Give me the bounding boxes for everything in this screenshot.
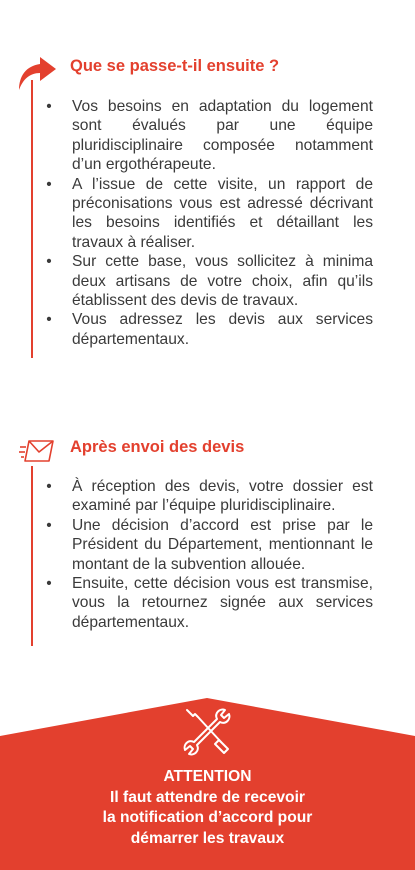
list-item-text: À réception des devis, votre dossier est examiné par l’équipe pluridisciplinaire. <box>72 478 373 515</box>
bullet: • <box>46 98 52 115</box>
attention-banner <box>0 698 415 870</box>
list-item-text: Vous adressez les devis aux services départementaux. <box>72 311 373 348</box>
banner-line: Il faut attendre de recevoir <box>110 788 305 806</box>
bullet: • <box>46 311 52 329</box>
section-heading: Après envoi des devis <box>70 438 245 456</box>
list-item-text: Vos besoins en adaptation du logement sont évalués par une équipe pluridisciplinaire composée notamment d’un ergothérapeute. <box>72 98 373 174</box>
banner-line: la notification d’accord pour <box>102 809 313 826</box>
list-item-text: Une décision d’accord est prise par le Président du Département, mentionnant le montant de la subvention allouée. <box>72 516 373 573</box>
list-item-text: A l’issue de cette visite, un rapport de préconisations vous est adressé décrivant les besoins identifiés et détaillant les travaux à réaliser. <box>72 175 373 251</box>
tools-icon <box>181 706 233 758</box>
bullet: • <box>46 175 52 193</box>
section-heading: Que se passe-t-il ensuite ? <box>70 57 280 75</box>
list-item-text: Sur cette base, vous sollicitez à minima deux artisans de votre choix, afin qu’ils établissent des devis de travaux. <box>72 253 373 310</box>
bullet: • <box>46 253 52 271</box>
section-vertical-line <box>31 466 33 646</box>
envelope-icon <box>19 437 55 465</box>
banner-title: ATTENTION <box>163 768 252 785</box>
list-item <box>44 574 373 632</box>
list-item-text: Ensuite, cette décision vous est transmise, vous la retournez signée aux services départementaux. <box>72 575 373 631</box>
bullet: • <box>46 516 52 534</box>
banner-line: démarrer les travaux <box>130 829 285 847</box>
bullet: • <box>46 478 52 495</box>
list-item <box>44 477 373 516</box>
banner-text <box>0 767 415 849</box>
bullet-list <box>44 477 373 632</box>
bullet: • <box>46 575 52 593</box>
list-item <box>44 516 373 574</box>
